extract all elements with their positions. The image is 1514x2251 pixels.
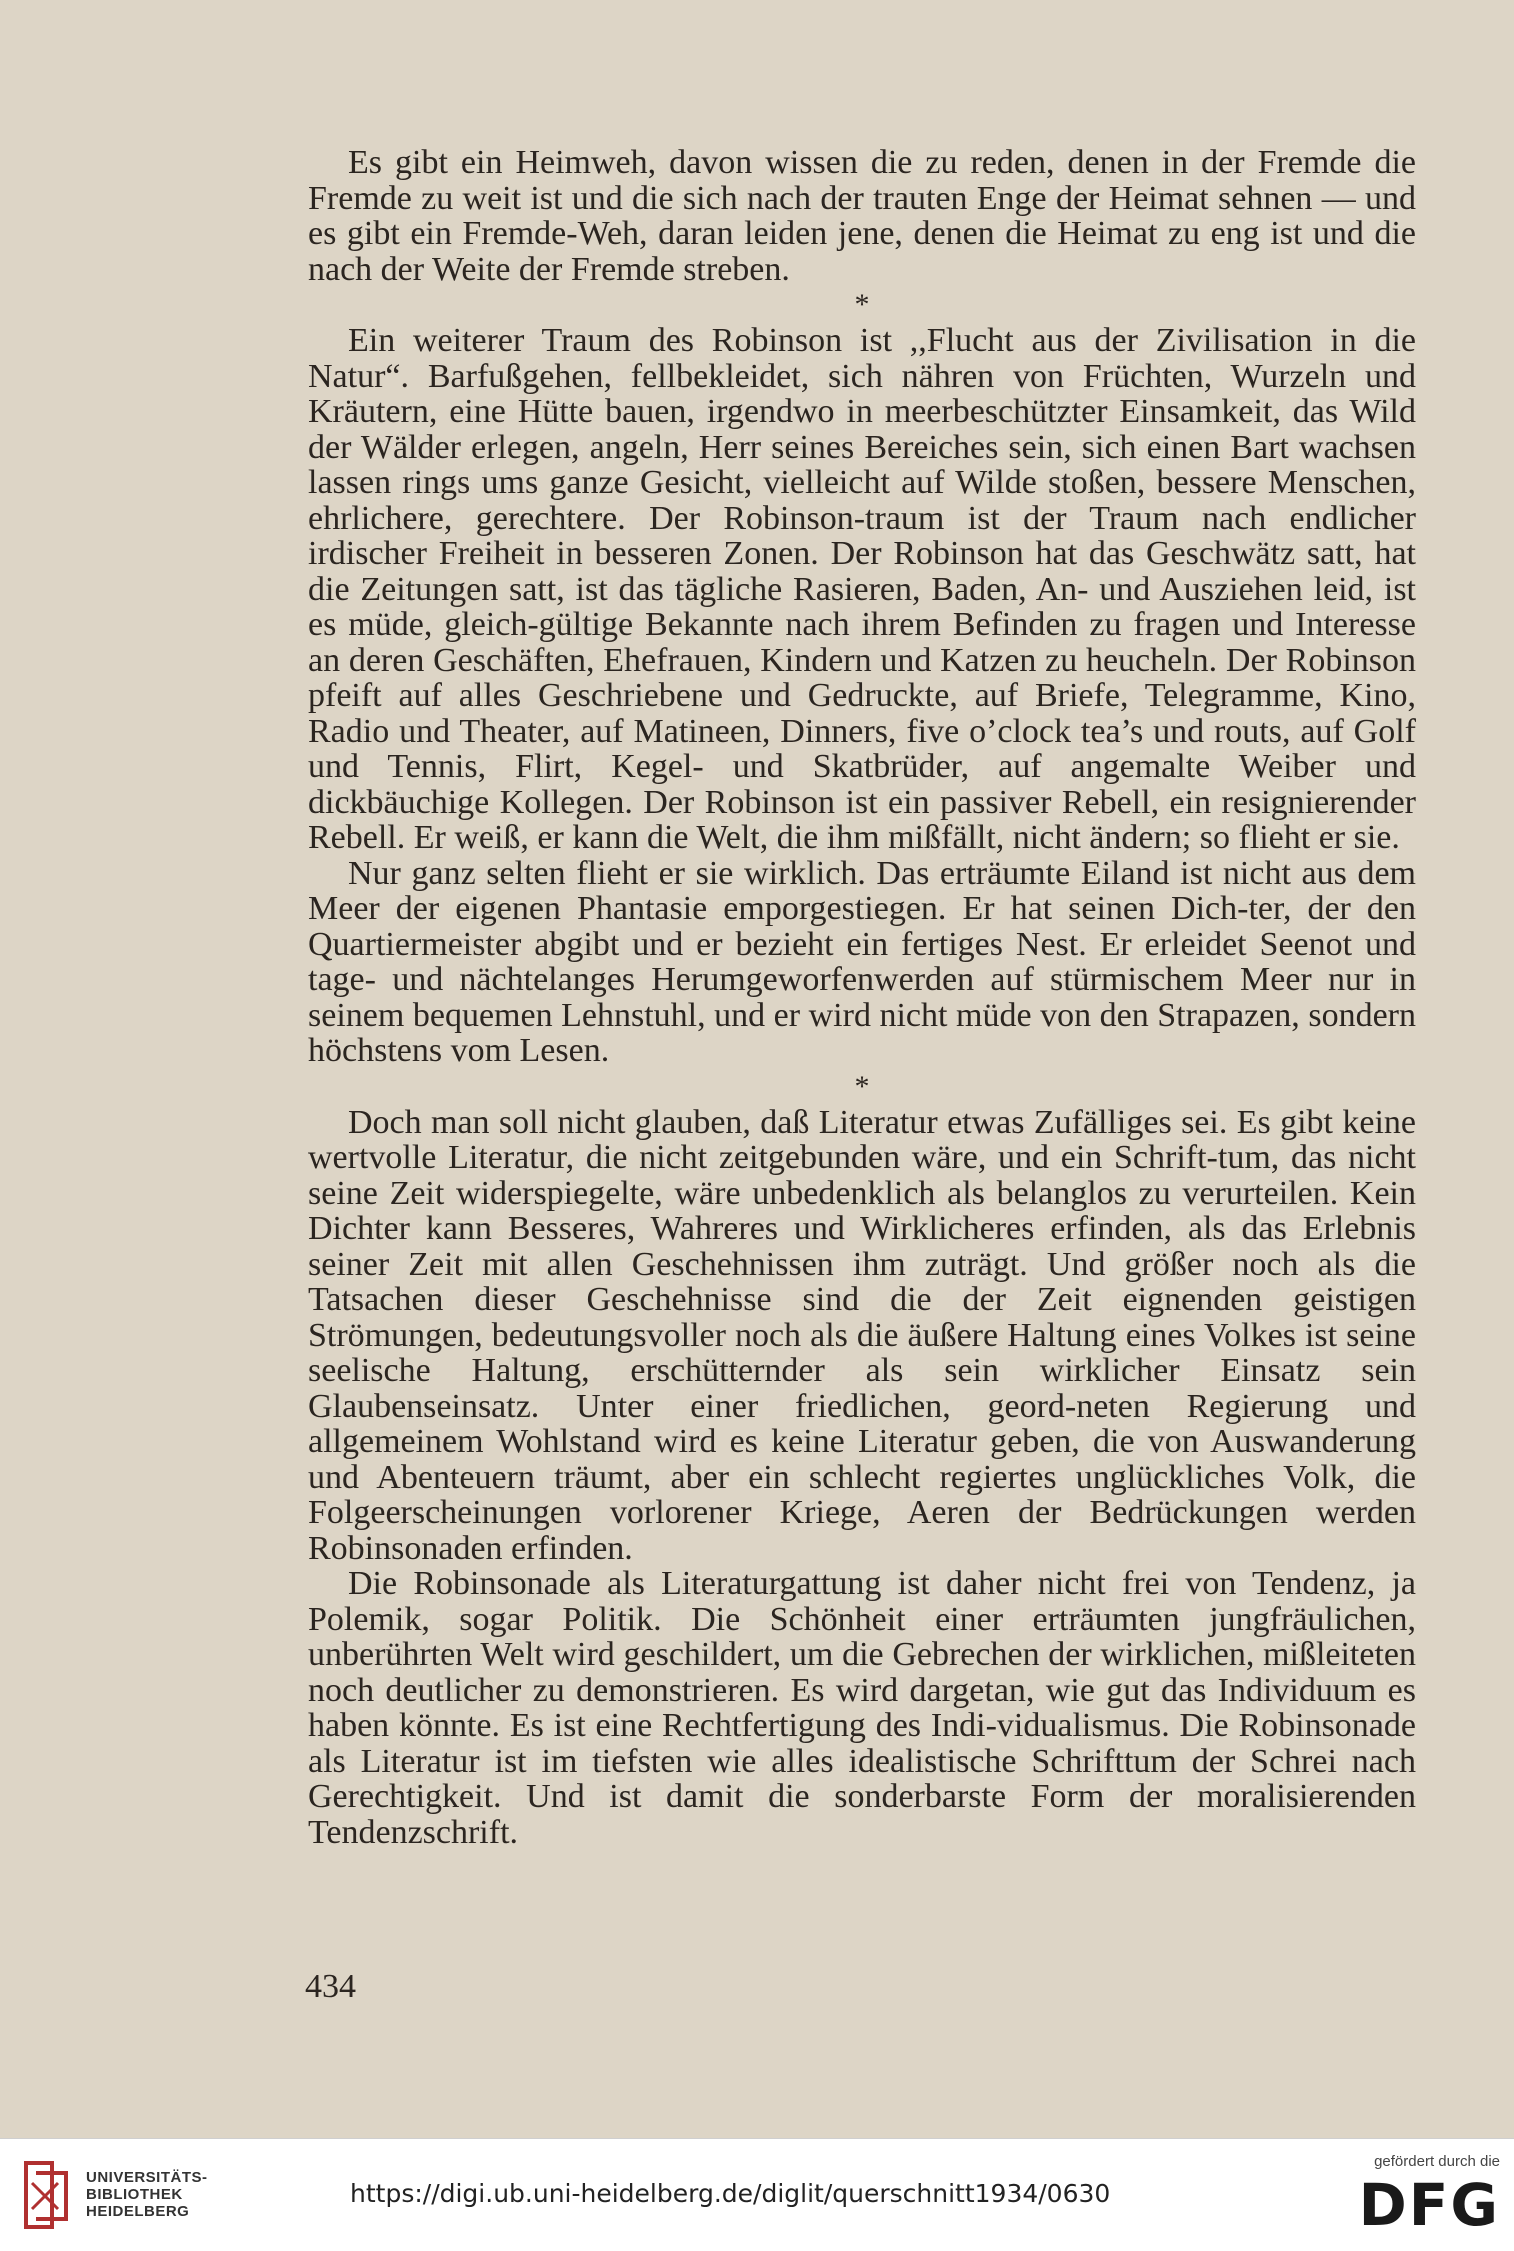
funder-block (1330, 2153, 1500, 2239)
paragraph-robinson-traum: Ein weiterer Traum des Robinson ist ,,Flucht aus der Zivilisation in die Natur“. Barfußgehen, fellbekleidet, sich nähren von Früchten, Wurzeln und Kräutern, eine Hütte bauen, irgendwo in meerbeschützter Einsamkeit, das Wild der Wälder erlegen, angeln, Herr seines Bereiches sein, sich einen Bart wachsen lassen rings ums ganze Gesicht, vielleicht auf Wilde stoßen, bessere Menschen, ehrlichere, gerechtere. Der Robinson-traum ist der Traum nach endlicher irdischer Freiheit in besseren Zonen. Der Robinson hat das Geschwätz satt, hat die Zeitungen satt, ist das tägliche Rasieren, Baden, An- und Ausziehen leid, ist es müde, gleich-gültige Bekannte nach ihrem Befinden zu fragen und Interesse an deren Geschäften, Ehefrauen, Kindern und Katzen zu heucheln. Der Robinson pfeift auf alles Geschriebene und Gedruckte, auf Briefe, Telegramme, Kino, Radio und Theater, auf Matineen, Dinners, five o’clock tea’s und routs, auf Golf und Tennis, Flirt, Kegel- und Skatbrüder, auf angemalte Weiber und dickbäuchige Kollegen. Der Robinson ist ein passiver Rebell, ein resignierender Rebell. Er weiß, er kann die Welt, die ihm mißfällt, nicht ändern; so flieht er sie. (308, 322, 1416, 856)
page-number: 434 (305, 1968, 356, 2005)
library-name-line: HEIDELBERG (86, 2203, 190, 2220)
university-library-logo-icon[interactable] (22, 2159, 72, 2231)
dfg-logo[interactable]: DFG (1358, 2171, 1500, 2239)
paragraph-literatur: Doch man soll nicht glauben, daß Literatur etwas Zufälliges sei. Es gibt keine wertvolle Literatur, die nicht zeitgebunden wäre, und ein Schrift-tum, das nicht seine Zeit widerspiegelte, wäre unbedenklich als belanglos zu verurteilen. Kein Dichter kann Besseres, Wahreres und Wirklicheres erfinden, als das Erlebnis seiner Zeit mit allen Geschehnissen ihm zuträgt. Und größer noch als die Tatsachen dieser Geschehnisse sind die der Zeit eignenden geistigen Strömungen, bedeutungsvoller noch als die äußere Haltung eines Volkes ist seine seelische Haltung, erschütternder als sein wirklicher Einsatz sein Glaubenseinsatz. Unter einer friedlichen, geord-neten Regierung und allgemeinem Wohlstand wird es keine Literatur geben, die von Auswanderung und Abenteuern träumt, aber ein schlecht regiertes unglückliches Volk, die Folgeerscheinungen vorlorener Kriege, Aeren der Bedrückungen werden Robinsonaden erfinden. (308, 1103, 1416, 1567)
paragraph-eiland: Nur ganz selten flieht er sie wirklich. Das erträumte Eiland ist nicht aus dem Meer der eigenen Phantasie emporgestiegen. Er hat seinen Dich-ter, der den Quartiermeister abgibt und er bezieht ein fertiges Nest. Er erleidet Seenot und tage- und nächtelanges Herumgeworfenwerden auf stürmischem Meer nur in seinem bequemen Lehnstuhl, und er wird nicht müde von den Strapazen, sondern höchstens vom Lesen. (308, 854, 1416, 1069)
library-name-line: UNIVERSITÄTS- (86, 2169, 208, 2186)
paragraph-heimweh: Es gibt ein Heimweh, davon wissen die zu reden, denen in der Fremde die Fremde zu weit ist und die sich nach der trauten Enge der Heimat sehnen — und es gibt ein Fremde-Weh, daran leiden jene, denen die Heimat zu eng ist und die nach der Weite der Fremde streben. (308, 144, 1416, 288)
section-separator: * (854, 1069, 870, 1103)
section-separator: * (854, 288, 870, 321)
viewer-footer (0, 2138, 1514, 2251)
library-name-line: BIBLIOTHEK (86, 2186, 183, 2203)
library-name (86, 2169, 208, 2220)
body-text (308, 145, 1416, 1850)
paragraph-robinsonade: Die Robinsonade als Literaturgattung ist daher nicht frei von Tendenz, ja Polemik, sogar Politik. Die Schönheit einer erträumten jungfräulichen, unberührten Welt wird geschildert, um die Gebrechen der wirklichen, mißleiteten noch deutlicher zu demonstrieren. Es wird dargetan, wie gut das Individuum es haben könnte. Es ist eine Rechtfertigung des Indi-vidualismus. Die Robinsonade als Literatur ist im tiefsten wie alles idealistische Schrifttum der Schrei nach Gerechtigkeit. Und ist damit die sonderbarste Form der moralisierenden Tendenzschrift. (308, 1565, 1416, 1851)
funder-caption: gefördert durch die (1374, 2153, 1500, 2170)
permalink-url[interactable]: https://digi.ub.uni-heidelberg.de/diglit/querschnitt1934/0630 (350, 2179, 1111, 2208)
